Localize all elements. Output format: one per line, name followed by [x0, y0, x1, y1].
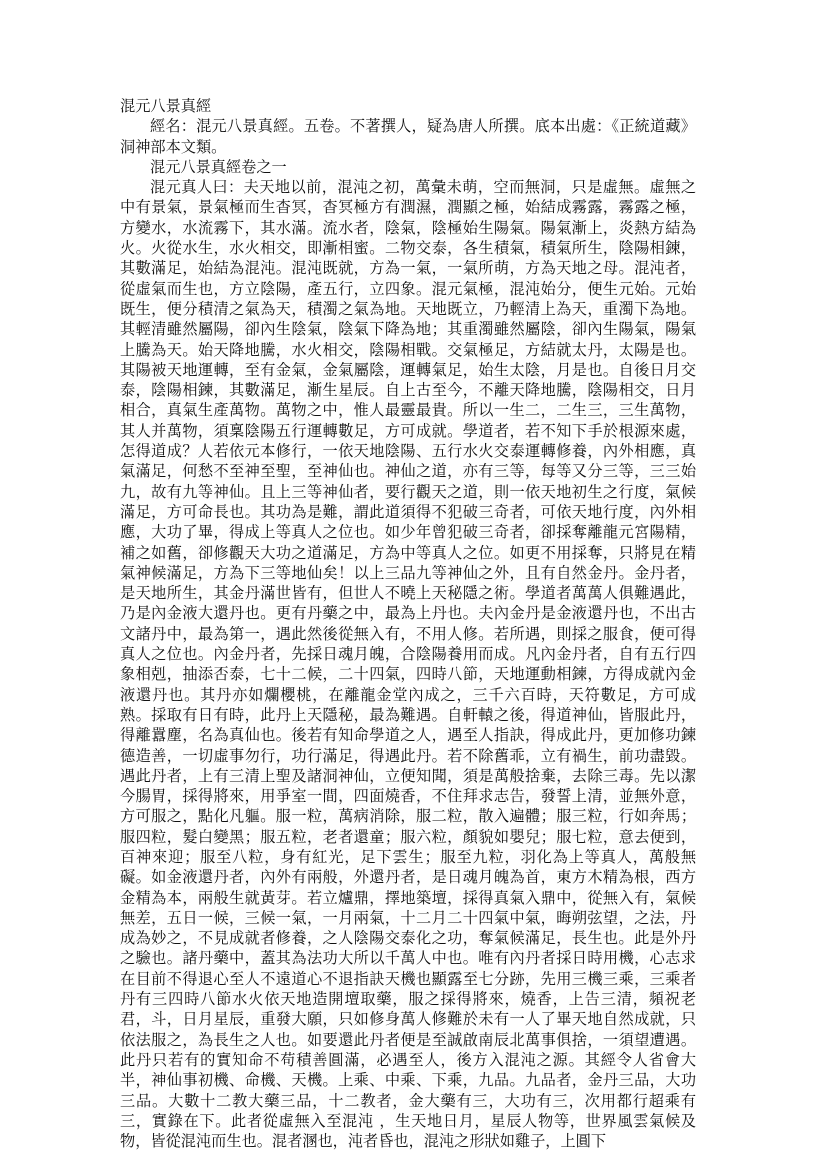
document-page [120, 96, 696, 1151]
chapter-title: 混元八景真經卷之一 [150, 157, 287, 176]
document-title: 混元八景真經 [120, 97, 212, 115]
document-metadata: 經名：混元八景真經。五卷。不著撰人，疑為唐人所撰。底本出處：《正統道藏》洞神部本文類。 [120, 117, 696, 156]
body-paragraph: 混元真人曰：夫天地以前，混沌之初，萬彙未萌，空而無洞，只是虛無。虛無之中有景氣，景氣極而生杳冥，杳冥極方有潤濕，潤顯之極，始結成霧露，霧露之極，方變水，水流霧下，其水滿。流水者，陰氣，陰極始生陽氣。陽氣漸上，炎熱方結為火。火從水生，水火相交，即漸相蜜。二物交泰，各生積氣，積氣所生，陰陽相鍊，其數滿足，始結為混沌。混沌既就，方為一氣，一氣所萌，方為天地之母。混沌者，從虛氣而生也，方立陰陽，產五行，立四象。混元氣極，混沌始分，便生元始。元始既生，便分積清之氣為天，積濁之氣為地。天地既立，乃輕清上為天，重濁下為地。其輕清雖然屬陽，卻內生陰氣，陰氣下降為地；其重濁雖然屬陰，卻內生陽氣，陽氣上騰為天。始天降地騰，水火相交，陰陽相戰。交氣極足，方結就太丹，太陽是也。其陽被天地運轉，至有金氣，金氣屬陰，運轉氣足，始生太陰，月是也。自後日月交泰，陰陽相鍊，其數滿足，漸生星辰。自上古至今，不離天降地騰，陰陽相交，日月相合，真氣生產萬物。萬物之中，惟人最靈最貴。所以一生二，二生三，三生萬物，其人并萬物，須稟陰陽五行運轉數足，方可成就。學道者，若不知下手於根源來處，怎得道成？人若依元本修行，一依天地陰陽、五行水火交泰運轉修養，內外相應，真氣滿足，何愁不至神至聖，至神仙也。神仙之道，亦有三等，每等又分三等，三三始九，故有九等神仙。且上三等神仙者，要行觀天之道，則一依天地初生之行度，氣候滿足，方可命長也。其功為是難，謂此道須得不犯破三奇者，可依天地行度，內外相應，大功了畢，得成上等真人之位也。如少年曾犯破三奇者，卻採奪離龍元宮陽精，補之如舊，卻修觀天大功之道滿足，方為中等真人之位。如更不用採奪，只將見在精氣神候滿足，方為下三等地仙矣！以上三品九等神仙之外，且有自然金丹。金丹者，是天地所生，其金丹滿世皆有，但世人不曉上天秘隱之術。學道者萬萬人俱難遇此，乃是內金液大還丹也。更有丹藥之中，最為上丹也。夫內金丹是金液還丹也，不出古文諸丹中，最為第一，遇此然後從無入有，不用人修。若所遇，則採之服食，便可得真人之位也。內金丹者，先採日魂月魄，合陰陽養用而成。凡內金丹者，自有五行四象相剋，抽添否泰，七十二候，二十四氣，四時八節，天地運動相鍊，方得成就內金液還丹也。其丹亦如爛櫻桃，在離龍金堂內成之，三千六百時，天符數足，方可成熟。採取有日有時，此丹上天隱秘，最為難遇。自軒轅之後，得道神仙，皆服此丹，得離囂塵，名為真仙也。後若有知命學道之人，遇至人指訣，得成此丹，更加修功鍊德造善，一切虛事勿行，功行滿足，得遇此丹。若不除舊乖，立有禍生，前功盡毀。遇此丹者，上有三清上聖及諸洞神仙，立便知聞，須是萬般捨棄，去除三毒。先以潔今腸胃，採得將來，用爭室一間，四面燒香，不住拜求志告，發誓上清，並無外意，方可服之，點化凡軀。服一粒，萬病消除，服二粒，散入遍體；服三粒，行如奔馬；服四粒，髮白變黑；服五粒，老者還童；服六粒，顏貌如嬰兒；服七粒，意去便到，百神來迎；服至八粒，身有紅光，足下雲生；服至九粒，羽化為上等真人，萬般無礙。如金液還丹者，內外有兩般，外還丹者，是日魂月魄為首，東方木精為根，西方金精為本，兩般生就黃芽。若立爐鼎，擇地築壇，採得真氣入鼎中，從無入有，氣候無差，五日一候，三候一氣，一月兩氣，十二月二十四氣中氣，晦朔弦望，之法，丹成為妙之，不見成就者修養，之人陰陽交泰化之功，奪氣候滿足，長生也。此是外丹之驗也。諸丹藥中，蓋其為法功大所以千萬人中也。唯有內丹者採日時用機，心志求在目前不得退心至人不遠道心不退指訣天機也顯露至七分跡，先用三機三乘，三乘者丹有三四時八節水火依天地造開壇取藥，服之採得將來，燒香，上告三清，頻祝老君，斗，日月星辰，重發大願，只如修身萬人修難於未有一人了畢天地自然成就，只依法服之，為長生之人也。如要還此丹者便是至誠啟南辰北萬事俱捨，一須望遭遇。此丹只若有的實知命不苟積善圓滿，必遇至人，後方入混沌之源。其經令人省會大半，神仙事初機、命機、天機。上乘、中乘、下乘，九品。九品者，金丹三品，大功三品。大數十二教大藥三品，十二教者，金大藥有三，大功有三，次用都行超乘有三，實錄在下。此者從虛無入至混沌 ，生天地日月，星辰人物等，世界風雲氣候及物，皆從混沌而生也。混者溷也，沌者昏也，混沌之形狀如雞子，上圓下 [120, 178, 696, 1151]
